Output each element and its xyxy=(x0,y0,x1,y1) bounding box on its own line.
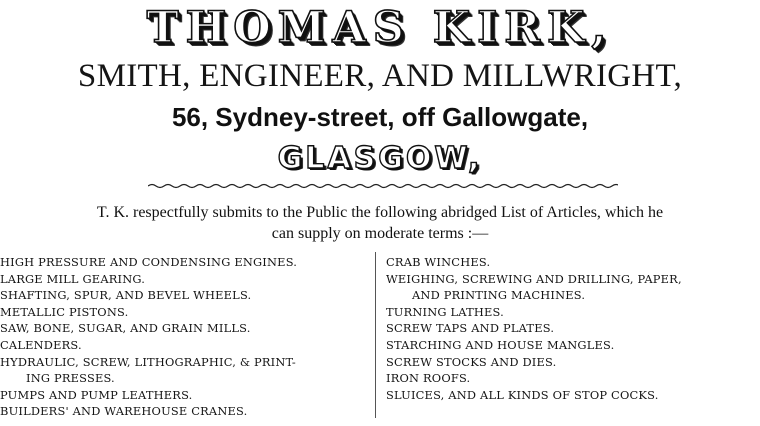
article-item xyxy=(386,387,758,404)
proprietor-name: THOMAS KIRK, xyxy=(146,3,614,53)
article-text: SAW, BONE, SUGAR, AND GRAIN MILLS. xyxy=(0,321,251,336)
article-item xyxy=(386,354,758,371)
article-text-continuation: AND PRINTING MACHINES. xyxy=(412,288,586,303)
ornamental-rule xyxy=(148,182,618,190)
article-text: METALLIC PISTONS. xyxy=(0,304,129,319)
articles-right-column xyxy=(386,254,758,403)
city-name: GLASGOW, xyxy=(277,141,483,176)
article-text: HIGH PRESSURE AND CONDENSING ENGINES. xyxy=(0,255,298,269)
article-item xyxy=(0,304,376,321)
article-item xyxy=(0,354,376,387)
article-text: HYDRAULIC, SCREW, LITHOGRAPHIC, & PRINT- xyxy=(0,354,296,369)
article-text: STARCHING AND HOUSE MANGLES. xyxy=(386,337,615,352)
article-item xyxy=(0,287,376,304)
article-text: CRAB WINCHES. xyxy=(386,255,491,269)
article-item xyxy=(0,403,376,420)
article-text: TURNING LATHES. xyxy=(386,304,504,319)
article-item xyxy=(386,304,758,321)
intro-line-2: can supply on moderate terms :— xyxy=(271,225,489,242)
article-item xyxy=(386,320,758,337)
article-text: SHAFTING, SPUR, AND BEVEL WHEELS. xyxy=(0,288,252,303)
article-text-continuation: ING PRESSES. xyxy=(26,371,115,386)
article-item xyxy=(386,271,758,304)
column-divider xyxy=(375,252,376,418)
article-item xyxy=(0,337,376,354)
street-address: 56, Sydney-street, off Gallowgate, xyxy=(171,102,589,132)
article-item xyxy=(386,337,758,354)
article-text: IRON ROOFS. xyxy=(386,371,471,386)
article-item xyxy=(386,370,758,387)
article-text: WEIGHING, SCREWING AND DRILLING, PAPER, xyxy=(386,271,682,286)
trade-heading: SMITH, ENGINEER, AND MILLWRIGHT, xyxy=(77,58,683,94)
intro-paragraph xyxy=(0,202,760,244)
article-text: SCREW TAPS AND PLATES. xyxy=(386,321,555,336)
article-text: CALENDERS. xyxy=(0,337,82,352)
article-text: PUMPS AND PUMP LEATHERS. xyxy=(0,387,193,402)
article-text: LARGE MILL GEARING. xyxy=(0,271,146,286)
intro-line-1: T. K. respectfully submits to the Public the following abridged List of Articles, which he xyxy=(96,204,664,221)
article-text: SLUICES, AND ALL KINDS OF STOP COCKS. xyxy=(386,387,659,402)
article-text: BUILDERS' AND WAREHOUSE CRANES. xyxy=(0,404,248,419)
article-item xyxy=(0,320,376,337)
article-item xyxy=(386,254,758,271)
article-item xyxy=(0,254,376,271)
article-item xyxy=(0,271,376,288)
article-item xyxy=(0,387,376,404)
article-text: SCREW STOCKS AND DIES. xyxy=(386,354,557,369)
articles-left-column xyxy=(0,254,376,420)
